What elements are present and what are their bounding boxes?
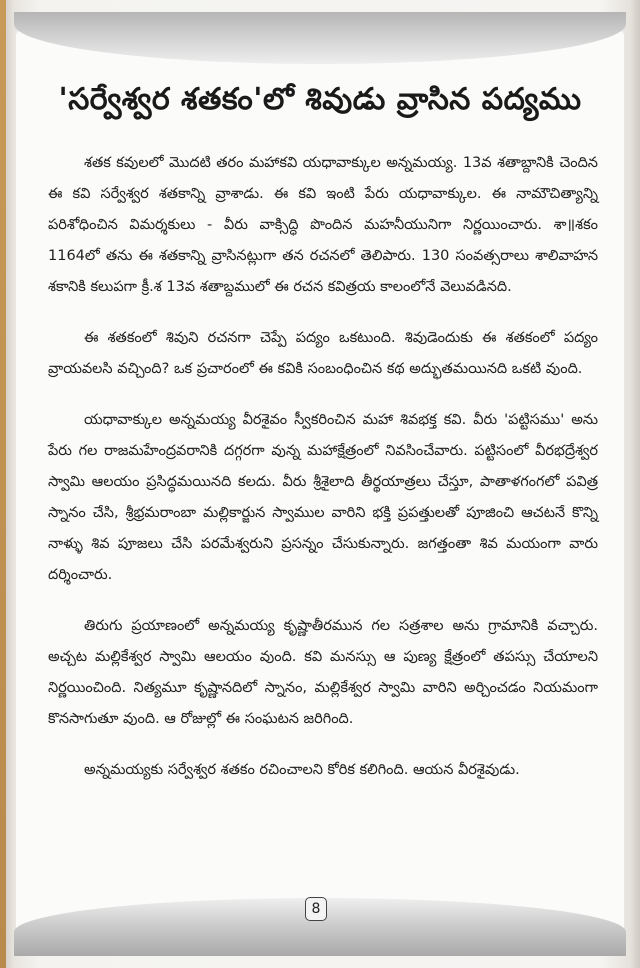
paragraph-5: అన్నమయ్యకు సర్వేశ్వర శతకం రచించాలని కోరిక కలిగింది. ఆయన వీరశైవుడు. bbox=[84, 762, 520, 778]
paragraph-2: ఈ శతకంలో శివుని రచనగా చెప్పే పద్యం ఒకటుంది. శివుడెందుకు ఈ శతకంలో పద్యం వ్రాయవలసి వచ్చింది? ఒక ప్రచారంలో ఈ కవికి సంబంధించిన కథ అద్భుతమయినది ఒకటి వుంది. bbox=[48, 330, 598, 377]
page-number: 8 bbox=[305, 897, 327, 921]
book-spine-edge bbox=[0, 0, 6, 968]
paragraph-1: శతక కవులలో మొదటి తరం మహాకవి యధావాక్కుల అన్నమయ్య. 13వ శతాబ్దానికి చెందిన ఈ కవి సర్వేశ్వర శతకాన్ని వ్రాశాడు. ఈ కవి ఇంటి పేరు యధావాక్కుల. ఈ నామౌచిత్యాన్ని పరిశోధించిన విమర్శకులు - వీరు వాక్సిద్ధి పొందిన మహనీయునిగా నిర్ణయించారు. శా॥శకం 1164లో తను ఈ శతకాన్ని వ్రాసినట్లుగా తన రచనలో తెలిపారు. 130 సంవత్సరాలు శాలివాహన శకానికి కలుపగా క్రీ.శ 13వ శతాబ్దములో ఈ రచన కవిత్రయ కాలంలోనే వెలువడినది. bbox=[48, 155, 598, 295]
page-title: 'సర్వేశ్వర శతకం'లో శివుడు వ్రాసిన పద్యము bbox=[58, 82, 582, 117]
paragraph-3: యధావాక్కుల అన్నమయ్య వీరశైవం స్వీకరించిన మహా శివభక్త కవి. వీరు 'పట్టిసము' అను పేరు గల రాజమహేంద్రవరానికి దగ్గరగా వున్న మహాక్షేత్రంలో నివసించేవారు. పట్టిసంలో వీరభద్రేశ్వర స్వామి ఆలయం ప్రసిద్ధమయినది కలదు. వీరు శ్రీశైలాది తీర్థయాత్రలు చేస్తూ, పాతాళగంగలో పవిత్ర స్నానం చేసి, శ్రీభ్రమరాంబా మల్లికార్జున స్వాముల వారిని భక్తి ప్రపత్తులతో పూజించి ఆచటనే కొన్ని నాళ్ళు శివ పూజలు చేసి పరమేశ్వరుని ప్రసన్నం చేసుకున్నారు. జగత్తంతా శివ మయంగా వారు దర్శించారు. bbox=[48, 412, 598, 583]
paragraph-4: తిరుగు ప్రయాణంలో అన్నమయ్య కృష్ణాతీరమున గల సత్రశాల అను గ్రామానికి వచ్చారు. అచ్చట మల్లికేశ్వర స్వామి ఆలయం వుంది. కవి మనస్సు ఆ పుణ్య క్షేత్రంలో తపస్సు చేయాలని నిర్ణయించింది. నిత్యమూ కృష్ణానదిలో స్నానం, మల్లికేశ్వర స్వామి వారిని అర్చించడం నియమంగా కొనసాగుతూ వుంది. ఆ రోజుల్లో ఈ సంఘటన జరిగింది. bbox=[48, 618, 598, 727]
body-text bbox=[48, 148, 598, 806]
